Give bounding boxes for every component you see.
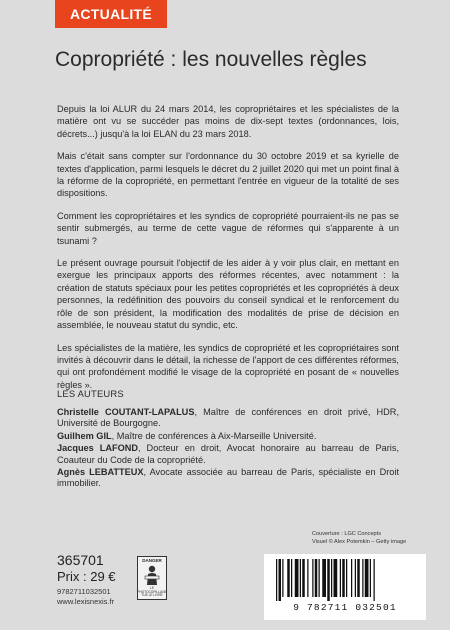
isbn: 9782711032501 — [57, 587, 111, 596]
book-title: Copropriété : les nouvelles règles — [55, 48, 367, 71]
author-name: Guilhem GIL — [57, 430, 112, 441]
barcode — [264, 554, 426, 620]
summary-paragraph: Comment les copropriétaires et les syndics de copropriété pourraient-ils ne pas se sentir submergés, au terme de cette vague de réformes qui s'apparente à un tsunami ? — [57, 210, 399, 246]
summary-paragraph: Le présent ouvrage poursuit l'objectif de les aider à y voir plus clair, en mettant en exergue les principaux apports des réformes récentes, avec notamment : la création de statuts spéciaux pour les petites copropriétés et les copropriétés à deux personnes, la redéfinition des pouvoirs du conseil syndical et le renforcement du rôle de son président, la modification des modalités de prise de décision en assemblée, le nouveau statut du syndic, etc. — [57, 258, 399, 331]
authors-heading: LES AUTEURS — [57, 388, 124, 399]
authors-list — [57, 407, 399, 491]
author-name: Agnès LEBATTEUX — [57, 467, 144, 478]
author-description: , Avocate associée au barreau de Paris, spécialiste en Droit immobilier. — [57, 467, 399, 489]
author-entry — [57, 431, 399, 442]
product-code: 365701 — [57, 552, 104, 568]
author-entry — [57, 443, 399, 466]
cover-credits — [312, 531, 442, 546]
back-cover-summary — [57, 103, 399, 401]
summary-paragraph: Les spécialistes de la matière, les syndics de copropriété et les copropriétaires sont invités à découvrir dans le détail, la richesse de l'apport de ces différentes réformes, qui ont profondément modifié le visage de la copropriété en posant de « nouvelles règles ». — [57, 342, 399, 390]
danger-caption: LE PHOTOCOPILLAGE TUE LE LIVRE — [137, 586, 167, 598]
barcode-icon — [276, 559, 414, 601]
author-description: , Docteur en droit, Avocat honoraire au barreau de Paris, Coauteur du Code de la copropriété. — [57, 443, 399, 465]
danger-photocopy-icon — [143, 564, 161, 586]
author-description: , Maître de conférences à Aix-Marseille Université. — [111, 430, 317, 441]
author-name: Christelle COUTANT-LAPALUS — [57, 407, 195, 417]
category-tag: ACTUALITÉ — [55, 0, 167, 28]
danger-photocopy-badge — [137, 556, 167, 600]
author-description: , Maître de conférences en droit privé, HDR, Université de Bourgogne. — [57, 407, 399, 429]
publisher-website: www.lexisnexis.fr — [57, 597, 115, 606]
price: Prix : 29 € — [57, 569, 116, 584]
barcode-number: 9 782711 032501 — [293, 602, 397, 613]
author-entry — [57, 467, 399, 490]
credits-design: Couverture : LGC Concepts — [312, 531, 382, 537]
danger-label: DANGER — [142, 558, 162, 563]
author-entry — [57, 407, 399, 430]
author-name: Jacques LAFOND — [57, 443, 139, 454]
summary-paragraph: Depuis la loi ALUR du 24 mars 2014, les copropriétaires et les spécialistes de la matière ont vu se succéder pas moins de dix-sept textes (ordonnances, lois, décrets...) jusqu'à la loi ELAN du 23 mars 2018. — [57, 104, 399, 139]
summary-paragraph: Mais c'était sans compter sur l'ordonnance du 30 octobre 2019 et sa kyrielle de textes d'application, parmi lesquels le décret du 2 juillet 2020 qui met un point final à la réforme de la copropriété, en permettant l'entrée en vigueur de la totalité de ses dispositions. — [57, 151, 399, 199]
credits-image: Visuel © Alex Potemkin – Getty image — [312, 538, 407, 545]
